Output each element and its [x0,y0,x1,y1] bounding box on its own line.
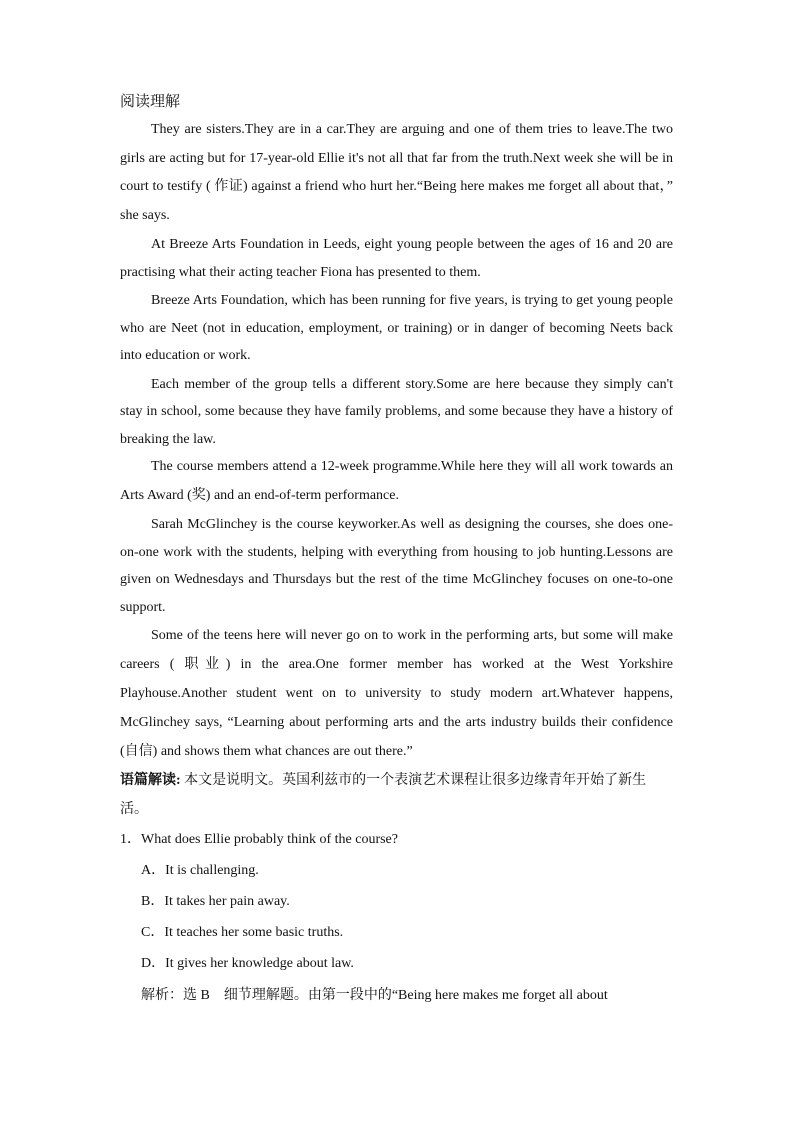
passage-paragraph-6: Sarah McGlinchey is the course keyworker.As well as designing the courses, she does one-on-one work with the students, helping with everything from housing to job hunting.Lessons are given on Wednesdays and Thursdays but the rest of the time McGlinchey focuses on one-to-one support. [120,517,673,615]
explanation-tag: 解析：选 B [141,988,210,1003]
passage-analysis [120,766,673,824]
analysis-label: 语篇解读: [120,773,181,788]
option-b: B．It takes her pain away. [141,894,290,909]
passage-paragraph-1: They are sisters.They are in a car.They are arguing and one of them tries to leave.The two girls are acting but for 17-year-old Ellie it's not all that far from the truth.Next week she will be in court to testify ( 作证) against a friend who hurt her.“Being here makes me forget all about that，” she says. [120,122,673,223]
analysis-text: 本文是说明文。英国利兹市的一个表演艺术课程让很多边缘青年开始了新生活。 [120,773,647,817]
passage-paragraph-7: Some of the teens here will never go on to work in the performing arts, but some will make careers ( 职业) in the area.One former member has worked at the West Yorkshire Playhouse.Another student went on to university to study modern art.Whatever happens, McGlinchey says, “Learning about performing arts and the arts industry builds their confidence (自信) and shows them what chances are out there.” [120,628,673,759]
section-heading: 阅读理解 [120,94,181,110]
passage-paragraph-5: The course members attend a 12-week programme.While here they will all work towards an Arts Award (奖) and an end-of-term performance. [120,459,673,503]
passage-paragraph-3: Breeze Arts Foundation, which has been running for five years, is trying to get young people who are Neet (not in education, employment, or training) or in danger of becoming Neets back into education or work. [120,293,673,363]
answer-explanation [120,986,673,1006]
question-stem: 1．What does Ellie probably think of the course? [120,832,398,847]
document-page [120,92,673,1006]
option-a: A．It is challenging. [141,863,259,878]
option-c: C．It teaches her some basic truths. [141,925,344,940]
explanation-text: 细节理解题。由第一段中的“Being here makes me forget all about [223,988,608,1003]
option-d: D．It gives her knowledge about law. [141,956,354,971]
passage-paragraph-2: At Breeze Arts Foundation in Leeds, eight young people between the ages of 16 and 20 are practising what their acting teacher Fiona has presented to them. [120,237,673,280]
passage-paragraph-4: Each member of the group tells a different story.Some are here because they simply can't stay in school, some because they have family problems, and some because they have a history of breaking the law. [120,376,673,447]
